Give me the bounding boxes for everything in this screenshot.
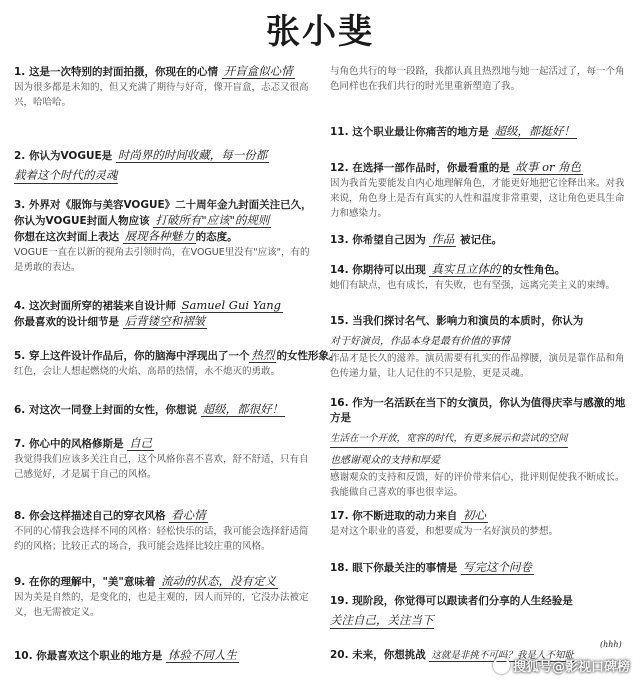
watermark: 搜狐号@影视口碑榜 [493, 656, 630, 675]
answer-3: 打破所有"应该"的规则 [155, 213, 270, 227]
answer-8: 看心情 [171, 508, 206, 522]
question-8: 8. 你会这样描述自己的穿衣风格 看心情 不同的心情我会选择不同的风格：轻松快乐的话，我可能会选择舒适简约的风格；比较正式的场合，我可能会选择比较庄重的风格。 [14, 508, 316, 554]
question-19: 19. 现阶段，你觉得可以跟读者们分享的人生经验是 关注自己，关注当下 [330, 595, 573, 627]
answer-2: 时尚界的时间收藏，每一份都 [117, 148, 268, 162]
question-5: 5. 穿上这件设计作品后，你的脑海中浮现出了一个 热烈 的女性形象。 红色，会让人想起燃烧的火焰、高昂的热情，永不熄灭的勇敢。 [14, 348, 340, 377]
question-8-desc: 不同的心情我会选择不同的风格：轻松快乐的话，我可能会选择舒适简约的风格；比较正式的场合，我可能会选择比较庄重的风格。 [14, 526, 309, 552]
answer-20-note: (hhh) [600, 640, 622, 649]
question-7-desc: 我觉得我们应该多关注自己，这个风格你喜不喜欢，舒不舒适，只有自己感觉好，才是属于自己的风格。 [14, 454, 309, 480]
answer-3b: 展现各种魅力 [124, 229, 194, 243]
answer-14: 真实且立体的 [431, 262, 501, 276]
answer-6: 超级，都很好！ [202, 402, 284, 416]
answer-4b: 后背镂空和褶皱 [124, 314, 206, 328]
question-3-desc: VOGUE一直在以新的视角去引领时尚，在VOGUE里没有"应该"，有的是勇敢的表达。 [14, 247, 310, 273]
answer-12: 故事 or 角色 [515, 160, 582, 174]
question-7: 7. 你心中的风格修斯是 自己 我觉得我们应该多关注自己，这个风格你喜不喜欢，舒不舒适，只有自己感觉好，才是属于自己的风格。 [14, 436, 316, 482]
question-6: 6. 对这次一同登上封面的女性，你想说 超级，都很好！ [14, 402, 284, 416]
question-1: 1. 这是一次特别的封面拍摄，你现在的心情 开盲盒似心情 因为很多都是未知的，但又充满了期待与好奇，像开盲盒，忐忑又很高兴，哈哈哈。 [14, 64, 316, 110]
answer-7: 自己 [129, 436, 153, 450]
question-4: 4. 这次封面所穿的裙装来自设计师 Samuel Gui Yang 你最喜欢的设计细节是 后背镂空和褶皱 [14, 298, 282, 328]
answer-20: 这就是非挑不可吗？我是人不知耻 [431, 650, 574, 661]
question-3: 3. 外界对《服饰与美容VOGUE》二十周年金九封面关注已久，你认为VOGUE封面人物应该 打破所有"应该"的规则 你想在这次封面上表达 展现各种魅力 的态度。 VOGUE一直在以新的视角去引领时尚，在VOGUE里没有"应该"，有的是勇敢的表达。 [14, 198, 316, 275]
page-title: 张小斐 [266, 12, 374, 52]
answer-17: 初心 [462, 508, 486, 522]
answer-11: 超级，都挺好！ [494, 124, 575, 138]
question-11: 11. 这个职业最让你痛苦的地方是 超级，都挺好！ [330, 124, 575, 138]
question-16-desc: 感谢观众的支持和反馈，好的评价带来信心，批评则促使我不断成长。我能做自己喜欢的事也很幸运。 [330, 472, 625, 498]
answer-9: 流动的状态，没有定义 [161, 574, 277, 588]
answer-10: 体验不同人生 [167, 648, 237, 662]
question-20: 20. 未来，你想挑战 这就是非挑不可吗？我是人不知耻 (hhh) [330, 640, 622, 661]
answer-4: Samuel Gui Yang [181, 298, 282, 312]
sohu-logo-icon [493, 657, 510, 674]
answer-19: 关注自己，关注当下 [330, 613, 434, 627]
question-18: 18. 眼下你最关注的事情是 写完这个问卷 [330, 560, 532, 574]
question-16: 16. 作为一名活跃在当下的女演员，你认为值得庆幸与感激的地方是 生活在一个开放，宽容的时代，有更多展示和尝试的空间 也感谢观众的支持和厚爱 感谢观众的支持和反馈，好的评价带来信心，批评则促使我不断成长。我能做自己喜欢的事也很幸运。 [330, 396, 632, 500]
question-2: 2. 你认为VOGUE是 时尚界的时间收藏，每一份都 载着这个时代的灵魂 [14, 148, 268, 182]
question-9-desc: 因为美是自然的，是变化的，也是主观的，因人而异的，它没办法被定义，也无需被定义。 [14, 592, 309, 618]
question-14-desc: 她们有缺点，也有成长，有失败，也有坚强，远离完美主义的束缚。 [330, 280, 616, 291]
question-15-desc: 作品才是长久的滋养。演员需要有扎实的作品撑腰，演员是靠作品和角色传递力量，让人记住的不只是脸，更是灵魂。 [330, 353, 625, 379]
question-17: 17. 你不断进取的动力来自 初心 是对这个职业的喜爱，和想要成为一名好演员的梦想。 [330, 508, 632, 539]
question-9: 9. 在你的理解中，"美"意味着 流动的状态，没有定义 因为美是自然的，是变化的，也是主观的，因人而异的，它没办法被定义，也无需被定义。 [14, 574, 316, 620]
question-17-desc: 是对这个职业的喜爱，和想要成为一名好演员的梦想。 [330, 526, 559, 537]
question-12-desc: 因为我首先要能发自内心地理解角色，才能更好地把它诠释出来。对我来说，角色身上是否有真实的人性和温度非常重要，这让角色更具生命力和感染力。 [330, 178, 625, 219]
question-12: 12. 在选择一部作品时，你最看重的是 故事 or 角色 因为我首先要能发自内心地理解角色，才能更好地把它诠释出来。对我来说，角色身上是否有真实的人性和温度非常重要，这让角色更具生命力和感染力。 [330, 160, 632, 221]
question-15: 15. 当我们探讨名气、影响力和演员的本质时，你认为 对于好演员，作品本身是最有价值的事情 作品才是长久的滋养。演员需要有扎实的作品撑腰，演员是靠作品和角色传递力量，让人记住的不只是脸，更是灵魂。 [330, 314, 632, 381]
answer-16: 生活在一个开放，宽容的时代，有更多展示和尝试的空间 [330, 431, 568, 448]
question-10-desc: 与角色共行的每一段路，我都认真且热烈地与她一起活过了，每一个角色同样也在我们共行的时光里重新塑造了我。 [330, 66, 625, 92]
question-5-desc: 红色，会让人想起燃烧的火焰、高昂的热情，永不熄灭的勇敢。 [14, 366, 281, 377]
answer-1: 开盲盒似心情 [223, 64, 293, 78]
question-1-desc: 因为很多都是未知的，但又充满了期待与好奇，像开盲盒，忐忑又很高兴，哈哈哈。 [14, 82, 309, 108]
question-10: 10. 你最喜欢这个职业的地方是 体验不同人生 [14, 648, 237, 662]
question-13: 13. 你希望自己因为 作品 被记住。 [330, 232, 503, 246]
answer-5: 热烈 [251, 348, 275, 362]
answer-16b: 也感谢观众的支持和厚爱 [330, 453, 440, 470]
answer-2-line2: 载着这个时代的灵魂 [14, 168, 118, 182]
answer-13: 作品 [431, 232, 455, 246]
answer-18: 写完这个问卷 [462, 560, 532, 574]
answer-15: 对于好演员，作品本身是最有价值的事情 [330, 334, 510, 351]
question-10-continued [330, 64, 632, 94]
question-14: 14. 你期待可以出现 真实且立体的 的女性角色。 她们有缺点，也有成长，有失败，也有坚强，远离完美主义的束缚。 [330, 262, 632, 293]
